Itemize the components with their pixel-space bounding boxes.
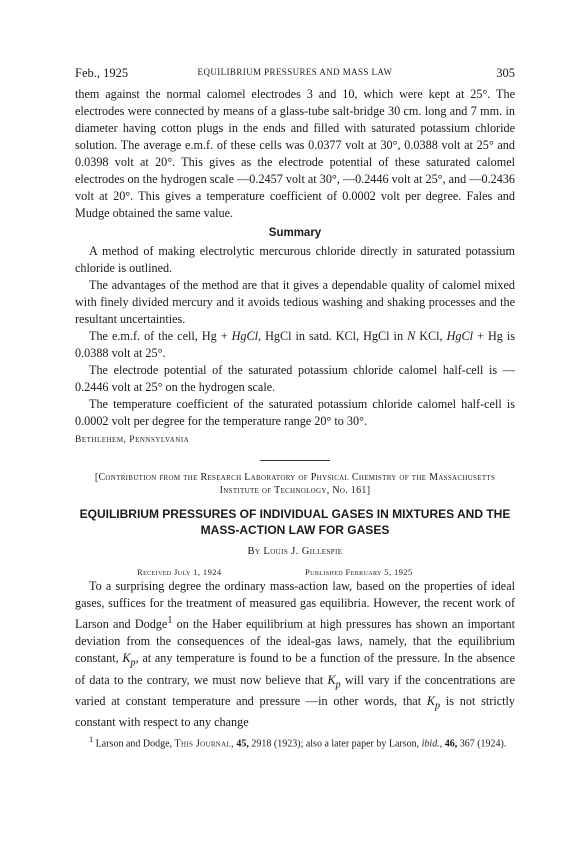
section-divider xyxy=(260,460,330,461)
header-title: EQUILIBRIUM PRESSURES AND MASS LAW xyxy=(197,67,393,77)
summary-heading: Summary xyxy=(268,227,322,239)
footnote-marker: 1 xyxy=(167,615,173,626)
summary-paragraph-3: The e.m.f. of the cell, Hg + HgCl, HgCl in satd. KCl, HgCl in N KCl, HgCl + Hg is 0.0388 volt at 25°. xyxy=(75,329,516,360)
summary-paragraph-1: A method of making electrolytic mercurous chloride directly in saturated potassium chloride is outlined. xyxy=(75,244,515,275)
summary-paragraph-4: The electrode potential of the saturated potassium chloride calomel half-cell is —0.2446 volt at 25° on the hydrogen scale. xyxy=(75,363,515,394)
received-date: Received July 1, 1924 xyxy=(137,567,222,577)
published-date: Published February 5, 1925 xyxy=(305,567,413,577)
header-date: Feb., 1925 xyxy=(75,66,129,80)
page-number: 305 xyxy=(496,66,515,80)
summary-paragraph-2: The advantages of the method are that it gives a dependable quality of calomel mixed with finely divided mercury and it avoids tedious washing and shaking processes and the resultant uncertainties. xyxy=(75,278,515,326)
article-author: By Louis J. Gillespie xyxy=(247,546,343,557)
continued-paragraph: them against the normal calomel electrodes 3 and 10, which were kept at 25°. The electrodes were connected by means of a glass-tube salt-bridge 30 cm. long and 7 mm. in diameter having cotton plugs in the ends and filled with saturated potassium chloride solution. The average e.m.f. of these cells was 0.0377 volt at 30°, 0.0388 volt at 25° and 0.0398 volt at 20°. This gives as the electrode potential of these saturated calomel electrodes on the hydrogen scale —0.2457 volt at 30°, —0.2446 volt at 25°, and —0.2436 volt at 20°. This gives a temperature coefficient of 0.0002 volt per degree. Fales and Mudge obtained the same value. xyxy=(75,87,515,220)
contribution-note: [Contribution from the Research Laboratory of Physical Chemistry of the Massachusetts Institute of Technology, No. 161] xyxy=(94,472,496,496)
author-location: Bethlehem, Pennsylvania xyxy=(75,435,190,445)
summary-paragraph-5: The temperature coefficient of the saturated potassium chloride calomel half-cell is 0.0002 volt per degree for the temperature range 20° to 30°. xyxy=(75,397,515,428)
footnote: $^1$ Larson and Dodge, This Journal, 45, 2918 (1923); also a later paper by Larson, ibid., 46, 367 (1924). xyxy=(89,735,507,750)
article-paragraph: To a surprising degree the ordinary mass-action law, based on the properties of ideal gases, suffices for the treatment of measured gas equilibria. However, the recent work of Larson and Dodge$^1$ on the Haber equilibrium at high pressures has shown an important deviation from the consequences of the ideal-gas laws, namely, that the equilibrium constant, $K_p$, at any temperature is found to be a function of the pressure. In the absence of data to the contrary, we must now believe that $K_p$ will vary if the concentrations are varied at constant temperature and pressure —in other words, that $K_p$ is not strictly constant with respect to any change xyxy=(75,579,516,730)
article-title: EQUILIBRIUM PRESSURES OF INDIVIDUAL GASES IN MIXTURES AND THE MASS-ACTION LAW FOR GASES xyxy=(79,507,511,537)
running-header xyxy=(75,66,515,84)
article-dates xyxy=(75,564,515,578)
page-body xyxy=(75,86,515,751)
